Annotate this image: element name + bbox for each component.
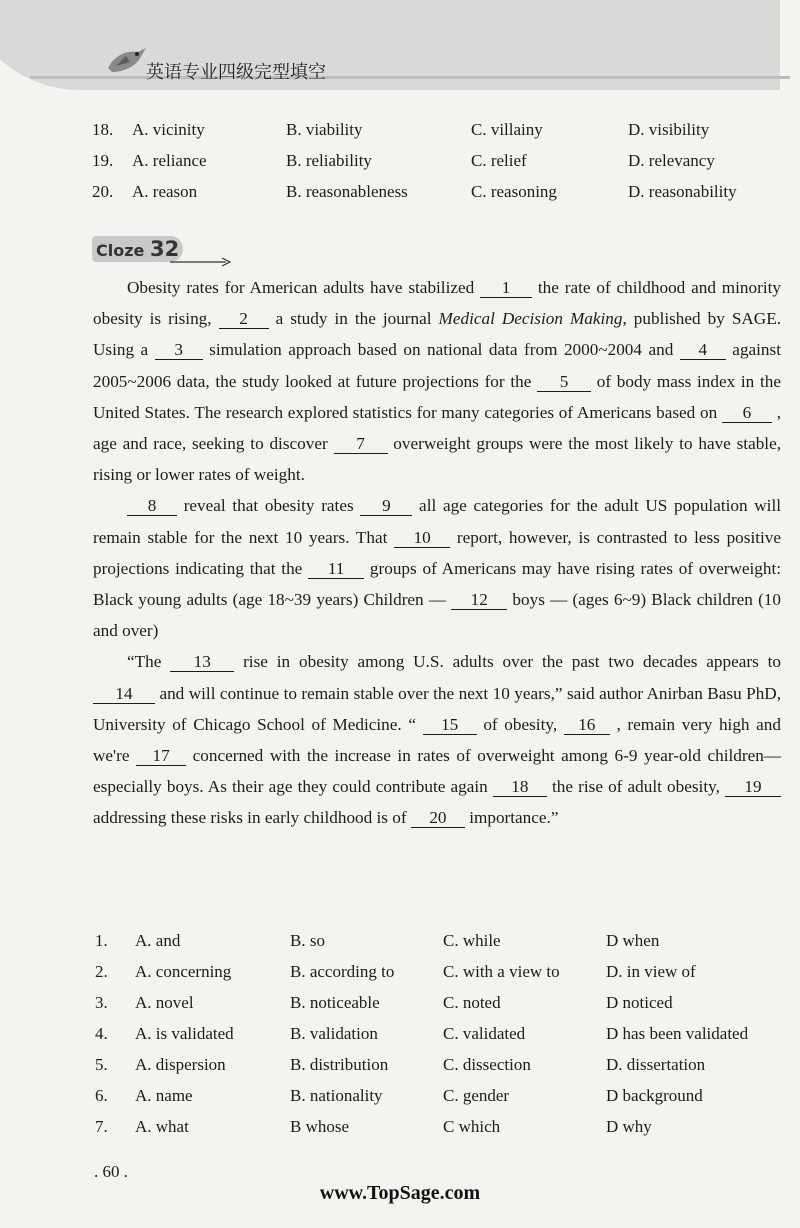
blank-12[interactable]: 12 xyxy=(451,591,507,610)
blank-7[interactable]: 7 xyxy=(334,435,388,454)
option-d[interactable]: D has been validated xyxy=(606,1024,749,1043)
option-number: 2. xyxy=(95,962,108,981)
option-b[interactable]: B. distribution xyxy=(290,1055,389,1074)
option-a: A. reason xyxy=(132,182,198,201)
option-number: 7. xyxy=(95,1117,108,1136)
paragraph-3: “The 13 rise in obesity among U.S. adults over the past two decades appears to 14 and will continue to remain stable over the next 10 years,” said author Anirban Basu PhD, University of Chicago School of Medicine. “ 15 of obesity, 16 , remain very high and we're 17 concerned with the increase in rates of overweight among 6-9 year-old children—especially boys. As their age they could contribute again 18 the rise of adult obesity, 19 addressing these risks in early childhood is of 20 importance.” xyxy=(93,652,781,828)
option-b[interactable]: B. nationality xyxy=(290,1086,383,1105)
paragraph-1: Obesity rates for American adults have stabilized 1 the rate of childhood and minority obesity is rising, 2 a study in the journal Medical Decision Making, published by SAGE. Using a 3 simulation approach based on national data from 2000~2004 and 4 against 2005~2006 data, the study looked at future projections for the 5 of body mass index in the United States. The research explored statistics for many categories of Americans based on 6 , age and race, seeking to discover 7 overweight groups were the most likely to have stable, rising or lower rates of weight. xyxy=(93,278,782,485)
option-d[interactable]: D background xyxy=(606,1086,703,1105)
option-a[interactable]: A. what xyxy=(135,1117,189,1136)
page-number: . 60 . xyxy=(94,1162,128,1181)
option-c[interactable]: C. dissection xyxy=(443,1055,531,1074)
option-a[interactable]: A. and xyxy=(135,931,181,950)
option-a[interactable]: A. dispersion xyxy=(135,1055,226,1074)
book-title: 英语专业四级完型填空 xyxy=(146,62,326,83)
option-d: D. reasonability xyxy=(628,182,737,201)
option-d: D. relevancy xyxy=(628,151,715,170)
option-b[interactable]: B. validation xyxy=(290,1024,378,1043)
option-a: A. reliance xyxy=(132,151,207,170)
option-a[interactable]: A. is validated xyxy=(135,1024,234,1043)
option-b: B. viability xyxy=(286,120,363,139)
blank-19[interactable]: 19 xyxy=(725,778,781,797)
blank-2[interactable]: 2 xyxy=(219,310,269,329)
blank-6[interactable]: 6 xyxy=(722,404,772,423)
option-a[interactable]: A. name xyxy=(135,1086,193,1105)
blank-3[interactable]: 3 xyxy=(155,341,203,360)
option-number: 4. xyxy=(95,1024,108,1043)
option-c[interactable]: C which xyxy=(443,1117,501,1136)
option-d[interactable]: D. in view of xyxy=(606,962,696,981)
option-c: C. relief xyxy=(471,151,527,170)
blank-15[interactable]: 15 xyxy=(423,716,477,735)
option-number: 3. xyxy=(95,993,108,1012)
option-b[interactable]: B whose xyxy=(290,1117,350,1136)
blank-14[interactable]: 14 xyxy=(93,685,155,704)
option-c[interactable]: C. with a view to xyxy=(443,962,560,981)
blank-8[interactable]: 8 xyxy=(127,497,177,516)
option-c[interactable]: C. gender xyxy=(443,1086,510,1105)
option-d[interactable]: D why xyxy=(606,1117,652,1136)
option-b[interactable]: B. noticeable xyxy=(290,993,380,1012)
blank-11[interactable]: 11 xyxy=(308,560,364,579)
option-number: 20. xyxy=(92,182,114,201)
option-c[interactable]: C. validated xyxy=(443,1024,526,1043)
option-number: 5. xyxy=(95,1055,108,1074)
cloze-label: Cloze xyxy=(96,241,145,260)
option-c[interactable]: C. while xyxy=(443,931,501,950)
option-number: 1. xyxy=(95,931,108,950)
option-number: 18. xyxy=(92,120,114,139)
journal-name: Medical Decision Making xyxy=(438,309,623,329)
blank-1[interactable]: 1 xyxy=(480,279,532,298)
blank-9[interactable]: 9 xyxy=(360,497,412,516)
blank-13[interactable]: 13 xyxy=(170,653,234,672)
blank-18[interactable]: 18 xyxy=(493,778,547,797)
blank-5[interactable]: 5 xyxy=(537,373,591,392)
option-b: B. reasonableness xyxy=(286,182,408,201)
option-d[interactable]: D. dissertation xyxy=(606,1055,706,1074)
blank-16[interactable]: 16 xyxy=(564,716,610,735)
option-d: D. visibility xyxy=(628,120,710,139)
arrow-right-icon xyxy=(170,256,232,268)
footer-url[interactable]: www.TopSage.com xyxy=(319,1182,481,1204)
option-d[interactable]: D noticed xyxy=(606,993,673,1012)
blank-4[interactable]: 4 xyxy=(680,341,726,360)
page-header xyxy=(0,0,800,110)
blank-17[interactable]: 17 xyxy=(136,747,186,766)
option-number: 6. xyxy=(95,1086,108,1105)
paragraph-2: 8 reveal that obesity rates 9 all age categories for the adult US population will remain stable for the next 10 years. That 10 report, however, is contrasted to less positive projections indicating that the 11 groups of Americans may have rising rates of overweight: Black young adults (age 18~39 years) Children — 12 boys — (ages 6~9) Black children (10 and over) xyxy=(93,496,782,641)
option-d[interactable]: D when xyxy=(606,931,660,950)
bird-mascot-icon xyxy=(104,42,148,78)
cloze-number: 32 xyxy=(149,237,180,261)
option-a[interactable]: A. novel xyxy=(135,993,194,1012)
option-number: 19. xyxy=(92,151,114,170)
blank-20[interactable]: 20 xyxy=(411,809,465,828)
option-b[interactable]: B. so xyxy=(290,931,325,950)
option-a: A. vicinity xyxy=(132,120,205,139)
option-c: C. villainy xyxy=(471,120,543,139)
option-b: B. reliability xyxy=(286,151,372,170)
cloze-passage xyxy=(93,272,781,834)
option-a[interactable]: A. concerning xyxy=(135,962,232,981)
option-c[interactable]: C. noted xyxy=(443,993,501,1012)
blank-10[interactable]: 10 xyxy=(394,529,450,548)
option-b[interactable]: B. according to xyxy=(290,962,395,981)
option-c: C. reasoning xyxy=(471,182,557,201)
